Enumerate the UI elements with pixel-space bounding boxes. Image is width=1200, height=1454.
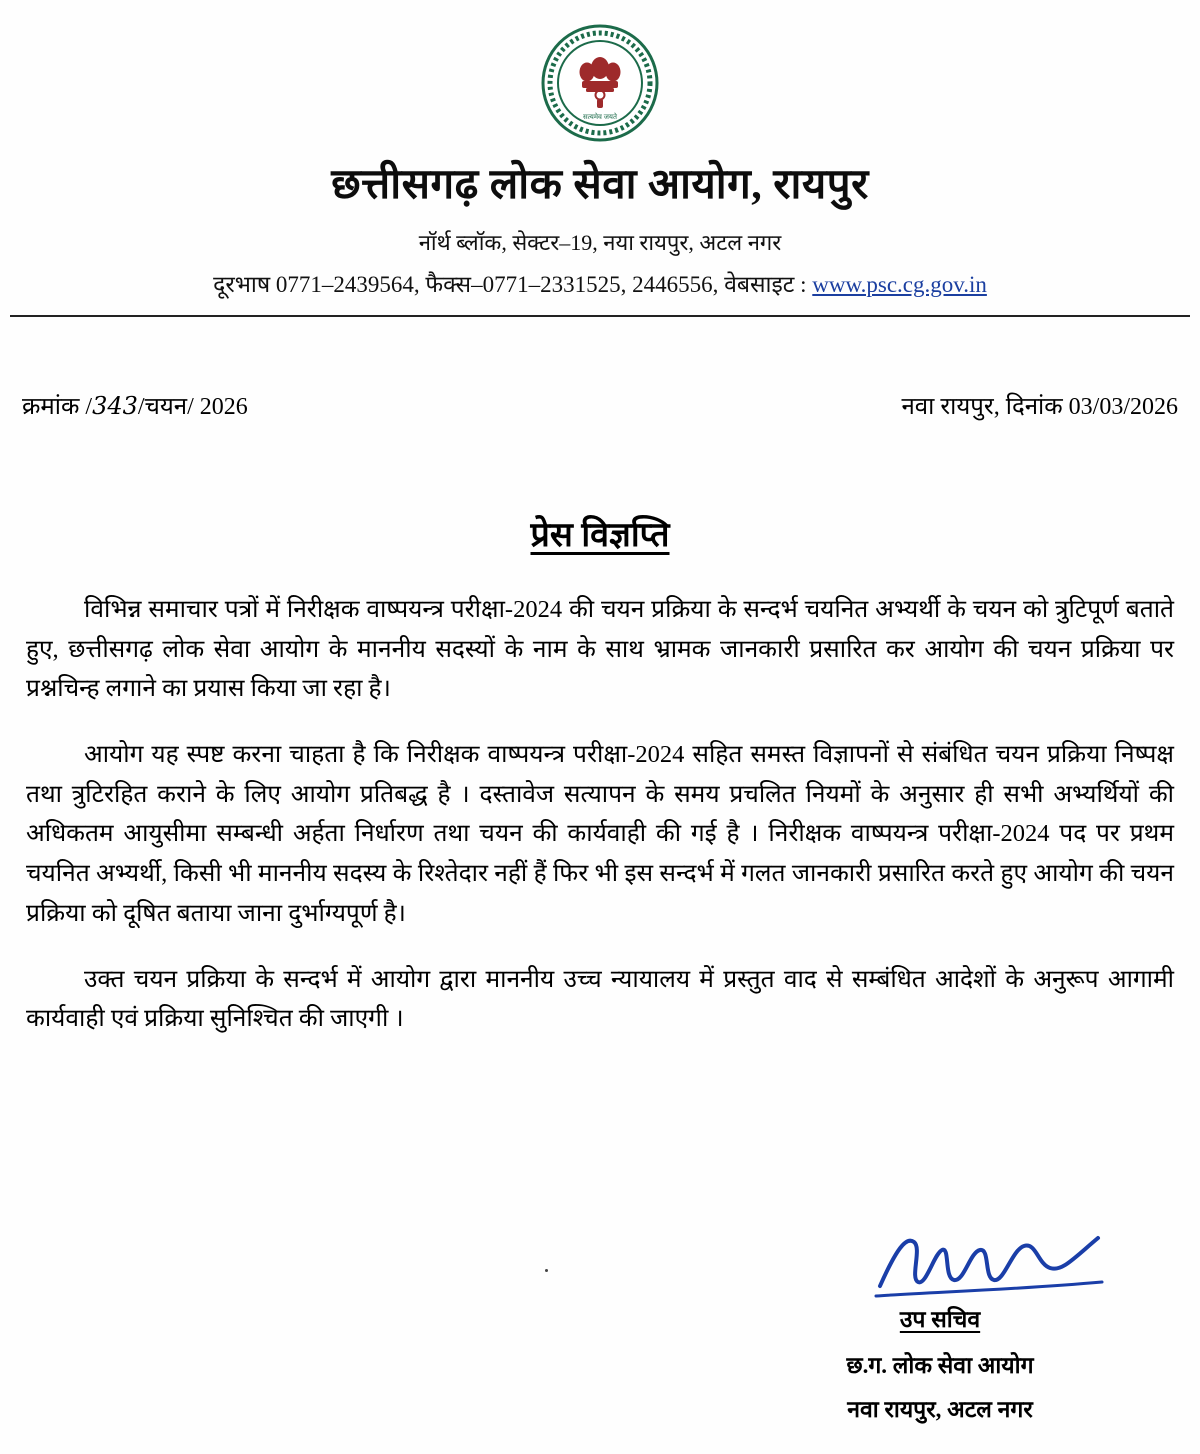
svg-text:सत्यमेव जयते: सत्यमेव जयते (583, 113, 617, 121)
signatory-organisation: छ.ग. लोक सेवा आयोग (846, 1353, 1034, 1378)
signatory-role: उप सचिव (899, 1307, 981, 1332)
signatory-place: नवा रायपुर, अटल नगर (847, 1397, 1033, 1422)
contact-phone-fax: दूरभाष 0771–2439564, फैक्स–0771–2331525, 2446556, वेबसाइट : (213, 272, 813, 297)
reference-number-label: क्रमांक / (22, 394, 93, 420)
reference-number-suffix: /चयन/ 2026 (137, 394, 248, 420)
website-link[interactable]: www.psc.cg.gov.in (812, 272, 987, 297)
page-speck (545, 1269, 548, 1272)
place-and-date: नवा रायपुर, दिनांक 03/03/2026 (901, 394, 1178, 420)
header-divider (10, 315, 1190, 317)
paragraph-2: आयोग यह स्पष्ट करना चाहता है कि निरीक्षक वाष्पयन्त्र परीक्षा-2024 सहित समस्त विज्ञापनों से संबंधित चयन प्रक्रिया निष्पक्ष तथा त्रुटिरहित कराने के लिए आयोग प्रतिबद्ध है । दस्तावेज सत्यापन के समय प्रचलित नियमों के अनुसार ही सभी अभ्यर्थियों की अधिकतम आयुसीमा सम्बन्धी अर्हता निर्धारण तथा चयन की कार्यवाही की गई है । निरीक्षक वाष्पयन्त्र परीक्षा-2024 पद पर प्रथम चयनित अभ्यर्थी, किसी भी माननीय सदस्य के रिश्तेदार नहीं हैं फिर भी इस सन्दर्भ में गलत जानकारी प्रसारित करते हुए आयोग की चयन प्रक्रिया को दूषित बताया जाना दुर्भाग्यपूर्ण है। (26, 741, 1174, 927)
handwritten-signature-icon (740, 1220, 1140, 1306)
national-emblem-icon (541, 24, 659, 142)
reference-line (22, 389, 1178, 422)
document-body (26, 590, 1174, 1039)
paragraph-3: उक्त चयन प्रक्रिया के सन्दर्भ में आयोग द्वारा माननीय उच्च न्यायालय में प्रस्तुत वाद से सम्बंधित आदेशों के अनुरूप आगामी कार्यवाही एवं प्रक्रिया सुनिश्चित की जाएगी । (26, 965, 1174, 1033)
organisation-title: छत्तीसगढ़ लोक सेवा आयोग, रायपुर (331, 162, 869, 208)
reference-number-value: 343 (92, 392, 138, 420)
organisation-contact (0, 267, 1200, 299)
reference-number (22, 389, 248, 422)
paragraph-1: विभिन्न समाचार पत्रों में निरीक्षक वाष्पयन्त्र परीक्षा-2024 की चयन प्रक्रिया के सन्दर्भ चयनित अभ्यर्थी के चयन को त्रुटिपूर्ण बताते हुए, छत्तीसगढ़ लोक सेवा आयोग के माननीय सदस्यों के नाम के साथ भ्रामक जानकारी प्रसारित कर आयोग की चयन प्रक्रिया पर प्रश्नचिन्ह लगाने का प्रयास किया जा रहा है। (26, 596, 1174, 703)
document-title: प्रेस विज्ञप्ति (530, 517, 670, 554)
organisation-address: नॉर्थ ब्लॉक, सेक्टर–19, नया रायपुर, अटल नगर (418, 230, 782, 255)
letterhead (0, 0, 1200, 317)
signature-block (740, 1220, 1140, 1424)
